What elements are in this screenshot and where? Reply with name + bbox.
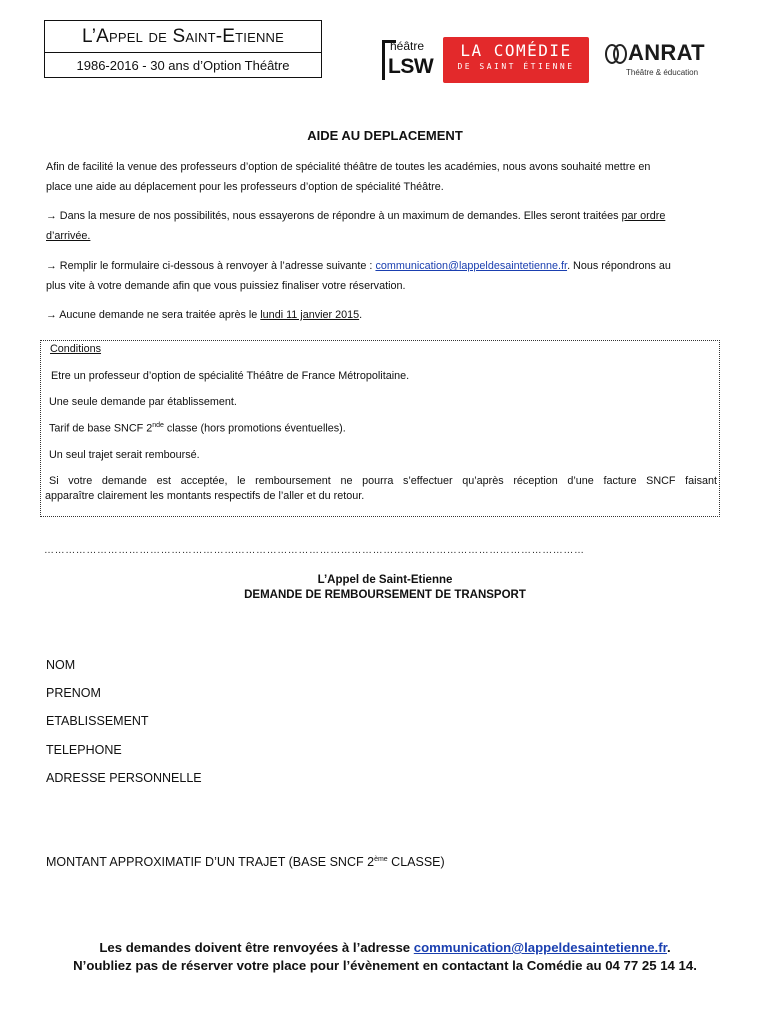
- form-organization: L’Appel de Saint-Etienne: [317, 574, 453, 586]
- condition-5-line-1: Si votre demande est acceptée, le remboursement ne pourra s’effectuer qu’après réception d’une facture SNCF faisant: [49, 475, 717, 487]
- footer-email-link[interactable]: communication@lappeldesaintetienne.fr: [413, 940, 667, 955]
- section-heading: AIDE AU DEPLACEMENT: [307, 128, 463, 143]
- form-title: DEMANDE DE REMBOURSEMENT DE TRANSPORT: [244, 589, 526, 601]
- email-link[interactable]: communication@lappeldesaintetienne.fr: [375, 260, 568, 272]
- underlined-text: par ordre: [621, 210, 666, 222]
- anrat-logo-name: ANRAT: [628, 40, 705, 65]
- arrow-right-icon: →: [46, 309, 57, 321]
- theatre-lsw-logo: [380, 38, 434, 82]
- page-title: L’Appel de Saint-Etienne: [45, 21, 321, 53]
- intro-line-1: Afin de facilité la venue des professeurs d’option de spécialité théâtre de toutes les académies, nous avons souhaité mettre en: [46, 161, 651, 173]
- underlined-text: d’arrivée.: [46, 230, 91, 242]
- anrat-mark-icon: [604, 42, 628, 66]
- page-subtitle: 1986-2016 - 30 ans d’Option Théâtre: [76, 58, 290, 73]
- la-comedie-logo: [443, 37, 589, 83]
- anrat-logo-sub: Théâtre & éducation: [626, 68, 699, 77]
- footer-line-2: N’oubliez pas de réserver votre place pour l’évènement en contactant la Comédie au 04 77 25 14 14.: [73, 958, 697, 973]
- field-adresse[interactable]: ADRESSE PERSONNELLE: [46, 771, 202, 785]
- lsw-logo-text-bottom: LSW: [388, 55, 434, 78]
- bullet-1: → Dans la mesure de nos possibilités, nous essayerons de répondre à un maximum de demandes. Elles seront traitées par ordre d’arrivée.: [46, 210, 666, 242]
- conditions-box: [40, 340, 720, 517]
- intro-paragraph: [46, 158, 726, 196]
- condition-4: Un seul trajet serait remboursé.: [49, 449, 200, 461]
- deadline-date: lundi 11 janvier 2015: [260, 309, 360, 321]
- bullet-3: → Aucune demande ne sera traitée après le lundi 11 janvier 2015.: [46, 309, 363, 321]
- bullet-2: → Remplir le formulaire ci-dessous à renvoyer à l’adresse suivante : communication@lappeldesaintetienne.fr. Nous répondrons au plus vite à votre demande afin que vous puissiez finaliser votre réservation.: [46, 260, 671, 292]
- header-title-box: [44, 20, 322, 78]
- field-etablissement[interactable]: ETABLISSEMENT: [46, 714, 149, 728]
- condition-2: Une seule demande par établissement.: [49, 396, 237, 408]
- intro-line-2: place une aide au déplacement pour les professeurs d’option de spécialité Théâtre.: [46, 181, 444, 193]
- comedie-logo-sub: DE SAINT ÉTIENNE: [457, 62, 575, 71]
- field-telephone[interactable]: TELEPHONE: [46, 743, 122, 757]
- condition-3: Tarif de base SNCF 2nde classe (hors promotions éventuelles).: [49, 422, 346, 435]
- conditions-title: Conditions: [50, 343, 102, 355]
- field-nom[interactable]: NOM: [46, 658, 76, 672]
- dotted-separator: ………………………………………………………………………………………………………………………………………: [44, 545, 585, 556]
- field-montant[interactable]: MONTANT APPROXIMATIF D’UN TRAJET (BASE SNCF 2ème CLASSE): [46, 855, 445, 869]
- condition-5-line-2: apparaître clairement les montants respectifs de l’aller et du retour.: [45, 490, 365, 502]
- arrow-right-icon: →: [46, 260, 57, 272]
- field-prenom[interactable]: PRENOM: [46, 686, 101, 700]
- comedie-logo-name: LA COMÉDIE: [460, 41, 572, 60]
- condition-1: Etre un professeur d’option de spécialité Théâtre de France Métropolitaine.: [51, 370, 410, 382]
- footer-line-1: Les demandes doivent être renvoyées à l’adresse communication@lappeldesaintetienne.fr.: [99, 940, 671, 955]
- anrat-logo: [604, 38, 714, 82]
- lsw-logo-text-top: héâtre: [390, 39, 425, 53]
- arrow-right-icon: →: [46, 210, 57, 222]
